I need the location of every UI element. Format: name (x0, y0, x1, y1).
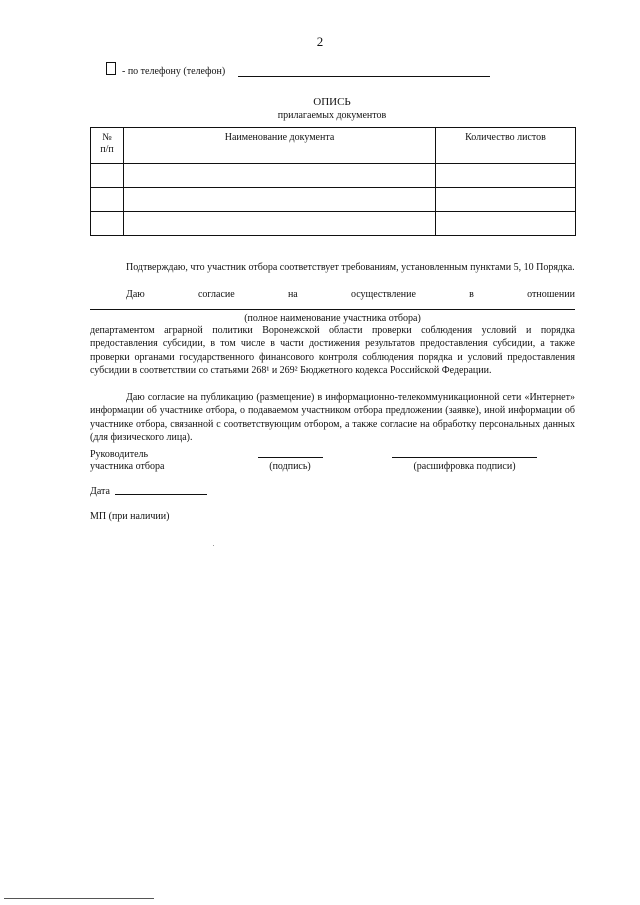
phone-checkbox[interactable] (106, 62, 116, 75)
consent-text: департаментом аграрной политики Воронежской области проверки соблюдения условий и порядка предоставления субсидии, в том числе в части достижения результатов предоставления субсидии, а также проверки органами государственного финансового контроля соблюдения порядка и условий предоставления субсидии в соответствии со статьями 268¹ и 269² Бюджетного кодекса Российской Федерации. (90, 325, 575, 377)
consent-word: в (469, 289, 474, 300)
consent-word: осуществление (350, 289, 416, 300)
signature-decode-caption: (расшифровка подписи) (413, 461, 516, 472)
table-cell[interactable] (91, 164, 124, 188)
header-sheet-count: Количество листов (436, 128, 576, 164)
table-cell[interactable] (436, 164, 576, 188)
participant-name-caption: (полное наименование участника отбора) (244, 313, 421, 324)
table-cell[interactable] (91, 188, 124, 212)
table-row (91, 212, 576, 236)
signature-decode-line[interactable] (392, 457, 537, 458)
signature-caption: (подпись) (269, 461, 311, 472)
head-title-line2: участника отбора (90, 461, 165, 472)
table-cell[interactable] (436, 188, 576, 212)
consent-word: на (287, 289, 298, 300)
stamp-label: МП (при наличии) (90, 511, 170, 522)
header-document-name: Наименование документа (124, 128, 436, 164)
table-row (91, 164, 576, 188)
signature-line[interactable] (258, 457, 323, 458)
scan-artifact (213, 545, 214, 546)
head-title-line1: Руководитель (90, 449, 149, 460)
table-row (91, 188, 576, 212)
inventory-title: ОПИСЬ (313, 96, 351, 108)
consent-intro (126, 288, 575, 301)
table-cell[interactable] (436, 212, 576, 236)
consent-word: отношении (527, 289, 575, 300)
consent-word: согласие (197, 289, 235, 300)
publication-consent-text: Даю согласие на публикацию (размещение) в информационно-телекоммуникационной сети «Интернет» информации об участнике отбора, о подаваемом участником отбора предложении (заявке), иной информации об участнике отбора, связанной с соответствующим отбором, а также согласие на обработку персональных данных (для физического лица). (90, 392, 575, 444)
table-header-row (91, 128, 576, 164)
confirmation-text: Подтверждаю, что участник отбора соответствует требованиям, установленным пунктами 5, 10 Порядка. (126, 262, 575, 273)
phone-input-line[interactable] (238, 76, 490, 77)
page-number: 2 (316, 34, 324, 49)
phone-option-label: - по телефону (телефон) (122, 66, 226, 77)
footnote-separator (4, 898, 154, 899)
header-number (91, 128, 124, 164)
consent-word: Даю (126, 289, 145, 300)
inventory-table (90, 127, 576, 236)
table-cell[interactable] (91, 212, 124, 236)
header-number-line1: № (102, 132, 112, 143)
table-cell[interactable] (124, 212, 436, 236)
header-number-line2: п/п (100, 144, 114, 155)
date-label: Дата (90, 486, 110, 497)
date-input-line[interactable] (115, 494, 207, 495)
table-cell[interactable] (124, 188, 436, 212)
participant-name-line[interactable] (90, 309, 575, 310)
inventory-subtitle: прилагаемых документов (277, 110, 387, 121)
table-cell[interactable] (124, 164, 436, 188)
